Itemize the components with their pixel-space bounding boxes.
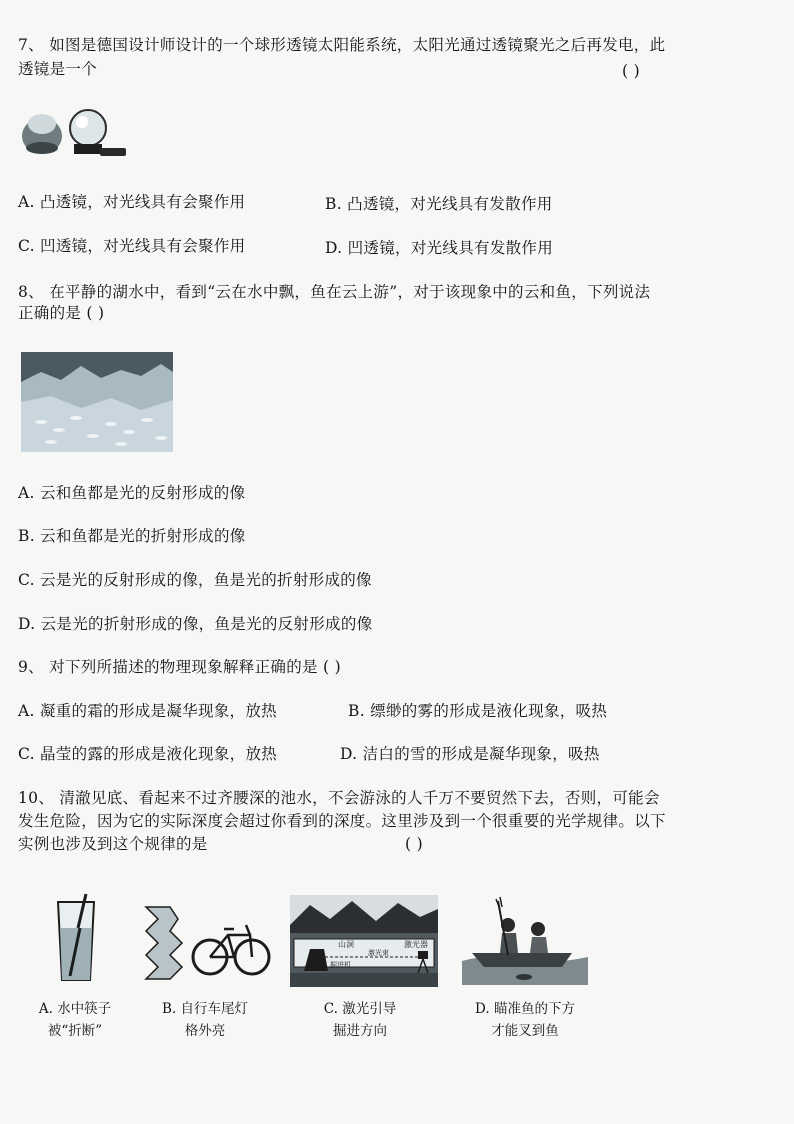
q7-option-b: B. 凸透镜，对光线具有发散作用 — [325, 195, 553, 213]
q8-stem-line1: 8、 在平静的湖水中，看到“云在水中飘，鱼在云上游”，对于该现象中的云和鱼，下列说法 — [18, 283, 651, 301]
q10-caption-b-line2: 格外亮 — [184, 1023, 226, 1039]
q10-image-a-chopstick-glass — [54, 892, 98, 984]
q7-option-a: A. 凸透镜，对光线具有会聚作用 — [18, 193, 246, 211]
q10-caption-d-line2: 才能叉到鱼 — [491, 1023, 559, 1039]
q10-c-label-tunnel: 山洞 — [338, 940, 354, 949]
q8-option-c: C. 云是光的反射形成的像，鱼是光的折射形成的像 — [18, 571, 372, 589]
q8-option-a: A. 云和鱼都是光的反射形成的像 — [18, 484, 246, 502]
q8-option-d: D. 云是光的折射形成的像，鱼是光的反射形成的像 — [18, 615, 373, 633]
q9-option-b: B. 缥缈的雾的形成是液化现象，吸热 — [348, 702, 608, 720]
q8-lake-clouds-fish-image — [21, 352, 173, 452]
q10-caption-b-line1: B. 自行车尾灯 — [161, 1001, 248, 1017]
q8-option-b: B. 云和鱼都是光的折射形成的像 — [18, 527, 246, 545]
q10-image-c-laser-tunnel — [290, 895, 438, 987]
q10-caption-c-line1: C. 激光引导 — [323, 1001, 397, 1017]
q10-stem-line3: 实例也涉及到这个规律的是 — [18, 835, 208, 853]
q10-c-label-laser-device: 激光器 — [404, 940, 428, 949]
q10-stem-line1: 10、 清澈见底、看起来不过齐腰深的池水，不会游泳的人千万不要贸然下去，否则，可能会 — [18, 789, 660, 807]
q9-stem: 9、 对下列所描述的物理现象解释正确的是 ( ) — [18, 658, 341, 676]
q7-answer-blank: ( ) — [622, 62, 640, 80]
q10-caption-c-line2: 掘进方向 — [333, 1023, 387, 1039]
q10-caption-d-line1: D. 瞄准鱼的下方 — [475, 1001, 575, 1017]
q10-image-b-bicycle-reflector — [144, 905, 272, 981]
q7-stem-line2: 透镜是一个 — [18, 60, 98, 78]
q10-c-label-laser-beam: 激光束 — [368, 949, 389, 957]
q7-lens-solar-image — [20, 100, 132, 160]
q7-option-d: D. 凹透镜，对光线具有发散作用 — [325, 239, 554, 257]
q10-answer-blank: ( ) — [405, 835, 423, 853]
q10-caption-a-line2: 被“折断” — [47, 1023, 103, 1039]
q9-option-d: D. 洁白的雪的形成是凝华现象，吸热 — [340, 745, 600, 763]
q9-option-a: A. 凝重的霜的形成是凝华现象，放热 — [18, 702, 277, 720]
q9-option-c: C. 晶莹的露的形成是液化现象，放热 — [18, 745, 278, 763]
q8-stem-line2: 正确的是 ( ) — [18, 304, 105, 322]
q10-caption-a-line1: A. 水中筷子 — [38, 1001, 112, 1017]
q7-stem-line1: 7、 如图是德国设计师设计的一个球形透镜太阳能系统，太阳光通过透镜聚光之后再发电，此 — [18, 36, 666, 54]
q10-image-d-spear-fishing — [462, 895, 588, 985]
q10-c-label-boring-machine: 掘进机 — [330, 961, 351, 969]
q7-option-c: C. 凹透镜，对光线具有会聚作用 — [18, 237, 246, 255]
q10-stem-line2: 发生危险，因为它的实际深度会超过你看到的深度。这里涉及到一个很重要的光学规律。以下 — [18, 812, 666, 830]
